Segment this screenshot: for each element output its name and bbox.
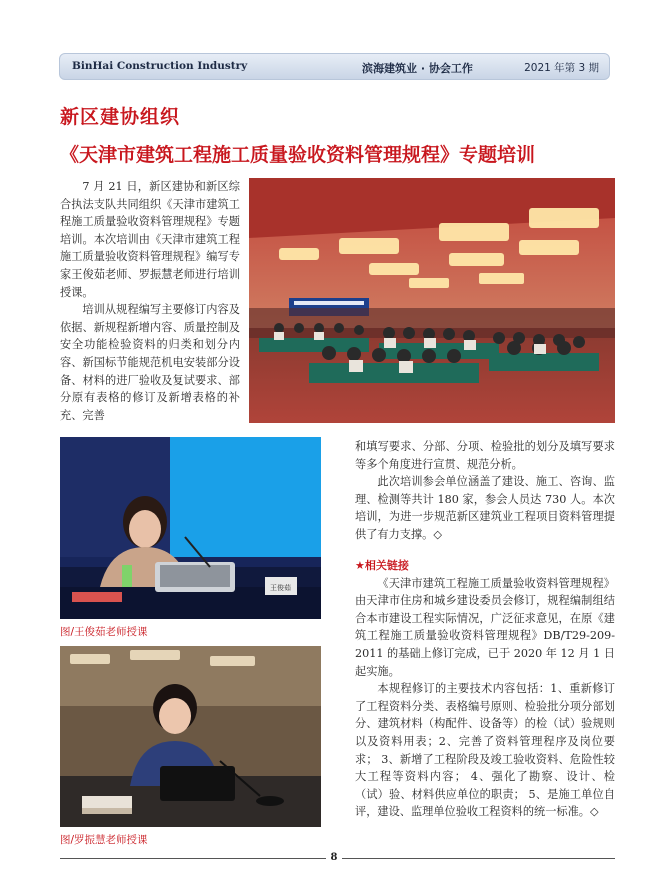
header-publication-name: BinHai Construction Industry <box>72 60 248 72</box>
header-section: 滨海建筑业 · 协会工作 <box>362 62 473 75</box>
paragraph-2-start: 培训从规程编写主要修订内容及依据、新规程新增内容、质量控制及安全功能检验资料的归类和划分内容、新国标节能规范机电安装部分设备、材料的进厂验收及复试要求、部分原有表格的修订及新增表格的补充、完善 <box>60 303 240 422</box>
related-link-paragraph-1: 《天津市建筑工程施工质量验收资料管理规程》由天津市住房和城乡建设委员会修订，规程编制组结合本市建设工程实际情况，广泛征求意见，在原《建筑工程施工质量验收资料管理规程》DB/T29-209-2011 的基础上修订完成，已于 2020 年 12 月 1 日起实施。 <box>355 576 615 678</box>
lecturer-wang-photo <box>60 437 321 619</box>
paragraph-2-continued: 和填写要求、分部、分项、检验批的划分及填写要求等多个角度进行宣贯、规范分析。 <box>355 440 615 471</box>
caption-lecturer-wang: 图/王俊茹老师授课 <box>60 626 148 638</box>
lecturer-luo-photo <box>60 646 321 827</box>
page-number: 8 <box>326 852 342 863</box>
article-title-line2: 《天津市建筑工程施工质量验收资料管理规程》专题培训 <box>60 144 536 166</box>
related-link-paragraph-2: 本规程修订的主要技术内容包括：1、重新修订了工程资料分类、表格编号原则、检验批分项分部划分、建筑材料（构配件、设备等）的检（试）验规则以及资料用表；2、完善了资料管理程序及岗位要求； 3、新增了工程阶段及竣工验收资料、危险性较大工程等资料内容； 4、强化了勘察、设计、检（试）验、材料供应单位的职责； 5、是施工单位自评，建设、监理单位验收工程资料的统一标准。◇ <box>355 682 615 819</box>
related-links-heading: ★相关链接 <box>355 558 409 572</box>
conference-hall-photo <box>249 178 615 423</box>
right-column-text <box>355 438 615 821</box>
caption-lecturer-luo: 图/罗振慧老师授课 <box>60 834 148 846</box>
left-column-text <box>60 178 240 424</box>
name-card: 王俊茹 <box>270 584 291 592</box>
paragraph-3: 此次培训参会单位涵盖了建设、施工、咨询、监理、检测等共计 180 家，参会人员达 730 人。本次培训，为进一步规范新区建筑业工程项目资料管理提供了有力支撑。◇ <box>355 475 615 541</box>
article-title-line1: 新区建协组织 <box>60 106 181 128</box>
header-issue: 2021 年第 3 期 <box>524 62 599 74</box>
paragraph-1: 7 月 21 日，新区建协和新区综合执法支队共同组织《天津市建筑工程施工质量验收资料管理规程》专题培训。本次培训由《天津市建筑工程施工质量验收资料管理规程》编写专家王俊茹老师、罗振慧老师进行培训授课。 <box>60 180 240 299</box>
running-header <box>59 53 610 80</box>
